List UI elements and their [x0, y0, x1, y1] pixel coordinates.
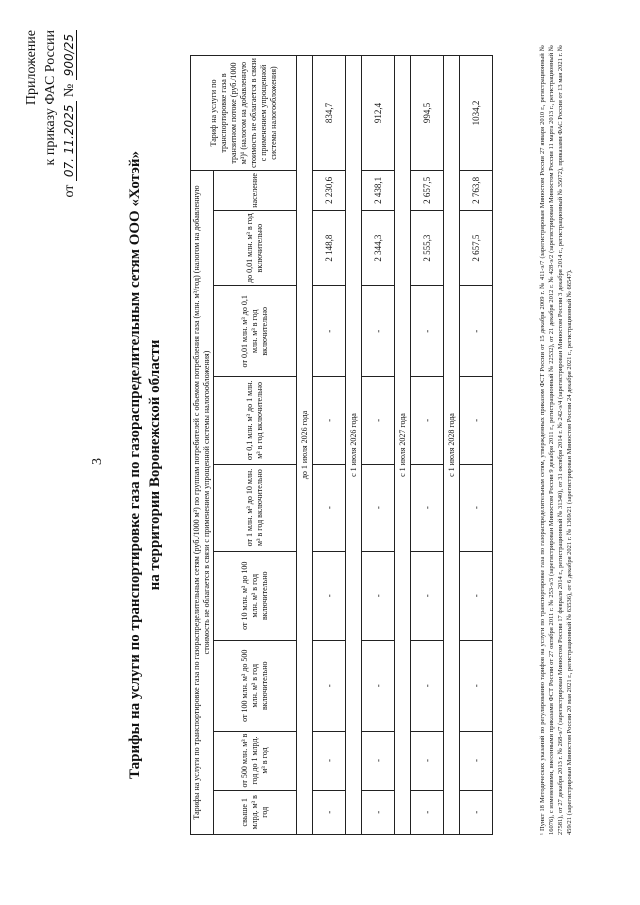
- column-header: до 0,01 млн. м³ в год включительно: [214, 210, 297, 286]
- table-row: [362, 56, 395, 835]
- table-cell: -: [411, 731, 444, 790]
- appendix-date-number: [60, 30, 79, 198]
- column-header: от 0,1 млн. м³ до 1 млн. м³ в год включительно: [214, 377, 297, 465]
- table-cell: -: [313, 640, 346, 731]
- transit-cell: 834,7: [313, 56, 346, 171]
- table-cell: -: [313, 464, 346, 551]
- table-cell: -: [362, 731, 395, 790]
- table-cell: -: [362, 286, 395, 377]
- footnote: ¹ Пункт 18 Методических указаний по регулированию тарифов на услуги по транспортировке газа по газораспределительным сетям, утвержденных приказом ФСТ России от 15 декабря 2009 г. № 411-э/7 (зарегистрирован Минюстом России 27 января 2010 г., регистрационный № 16076), с изменениями, внесенными приказами ФСТ России от 27 октября 2011 г. № 253-э/3 (зарегистрирован Минюстом России 9 декабря 2011 г., регистрационный № 22532), от 21 декабря 2012 г. № 428-э/2 (зарегистрирован Минюстом России 11 марта 2013 г., регистрационный № 27581), от 27 декабря 2013 г. № 268-э/7 (зарегистрирован Минюстом России 17 февраля 2014 г., регистрационный № 31340), от 31 октября 2014 г. № 242-э/4 (зарегистрирован Минюстом России 3 декабря 2014 г., регистрационный № 35072), приказами ФАС России от 13 мая 2021 г. № 459/21 (зарегистрирован Минюстом России 20 мая 2021 г., регистрационный № 63536), от 6 декабря 2021 г. № 1369/21 (зарегистрирован Минюстом России 24 декабря 2021 г., регистрационный № 66547).: [539, 45, 573, 835]
- table-cell: 2 344,3: [362, 210, 395, 286]
- table-cell: 2 438,1: [362, 171, 395, 211]
- table-cell: -: [460, 286, 493, 377]
- table-row: [313, 56, 346, 835]
- period-label: с 1 июля 2027 года: [395, 56, 411, 835]
- column-header: от 500 млн. м³ в год до 1 млрд. м³ в год: [214, 731, 297, 790]
- table-row: [460, 56, 493, 835]
- column-header: свыше 1 млрд. м³ в год: [214, 790, 297, 834]
- handwritten-number: 900/25: [62, 30, 77, 80]
- table-cell: 2 763,8: [460, 171, 493, 211]
- table-cell: -: [411, 790, 444, 834]
- title-line-2: на территории Воронежской области: [147, 339, 163, 591]
- table-cell: -: [362, 551, 395, 640]
- document-title: [125, 145, 165, 785]
- table-cell: 2 230,6: [313, 171, 346, 211]
- table-cell: -: [362, 640, 395, 731]
- table-cell: -: [460, 464, 493, 551]
- table-cell: -: [362, 464, 395, 551]
- appendix-block: [22, 30, 79, 198]
- table-cell: -: [460, 731, 493, 790]
- table-cell: -: [362, 790, 395, 834]
- table-cell: -: [313, 790, 346, 834]
- table-cell: 2 657,5: [460, 210, 493, 286]
- table-cell: 2 657,5: [411, 171, 444, 211]
- number-prefix: №: [62, 83, 77, 98]
- table-cell: 2 555,3: [411, 210, 444, 286]
- page-number: 3: [90, 458, 105, 465]
- table-cell: -: [313, 551, 346, 640]
- date-prefix: от: [62, 184, 77, 198]
- title-line-1: Тарифы на услуги по транспортировке газа по газораспределительным сетям ООО «Хотэй»: [127, 151, 143, 780]
- period-label: до 1 июля 2026 года: [297, 56, 313, 835]
- table-cell: -: [411, 286, 444, 377]
- table-cell: -: [411, 377, 444, 465]
- column-header: население: [214, 171, 297, 211]
- column-header: от 0,01 млн. м³ до 0,1 млн. м³ в год включительно: [214, 286, 297, 377]
- table-cell: -: [411, 551, 444, 640]
- table-cell: -: [313, 286, 346, 377]
- table-cell: -: [460, 790, 493, 834]
- transit-cell: 1034,2: [460, 56, 493, 171]
- table-cell: -: [313, 377, 346, 465]
- table-cell: 2 148,8: [313, 210, 346, 286]
- table-cell: -: [460, 551, 493, 640]
- table-cell: -: [460, 377, 493, 465]
- table-row: [411, 56, 444, 835]
- table-cell: -: [313, 731, 346, 790]
- handwritten-date: 07. 11.2025: [62, 101, 77, 182]
- column-header: от 100 млн. м³ до 500 млн. м³ в год включительно: [214, 640, 297, 731]
- column-header: от 10 млн. м³ до 100 млн. м³ в год включительно: [214, 551, 297, 640]
- transit-cell: 994,5: [411, 56, 444, 171]
- table-cell: -: [411, 640, 444, 731]
- period-label: с 1 июля 2026 года: [346, 56, 362, 835]
- group-header: Тарифы на услуги по транспортировке газа по газораспределительным сетям (руб./1000 м³) по группам потребителей с объемом потребления газа (млн. м³/год) (налогом на добавленную стоимость не облагается в связи с применением упрощенной системы налогообложения): [191, 171, 214, 835]
- column-header: от 1 млн. м³ до 10 млн. м³ в год включительно: [214, 464, 297, 551]
- transit-cell: 912,4: [362, 56, 395, 171]
- tariff-table: [190, 55, 493, 835]
- transit-header: Тариф на услуги по транспортировке газа в транзитном потоке (руб./1000 м³)¹ (налогом на добавленную стоимость не облагается в связи с применением упрощенной системы налогообложения): [191, 56, 297, 171]
- appendix-label: Приложение: [24, 30, 39, 106]
- appendix-order-line: к приказу ФАС России: [43, 30, 58, 166]
- table-cell: -: [362, 377, 395, 465]
- table-cell: -: [411, 464, 444, 551]
- period-label: с 1 июля 2028 года: [444, 56, 460, 835]
- table-cell: -: [460, 640, 493, 731]
